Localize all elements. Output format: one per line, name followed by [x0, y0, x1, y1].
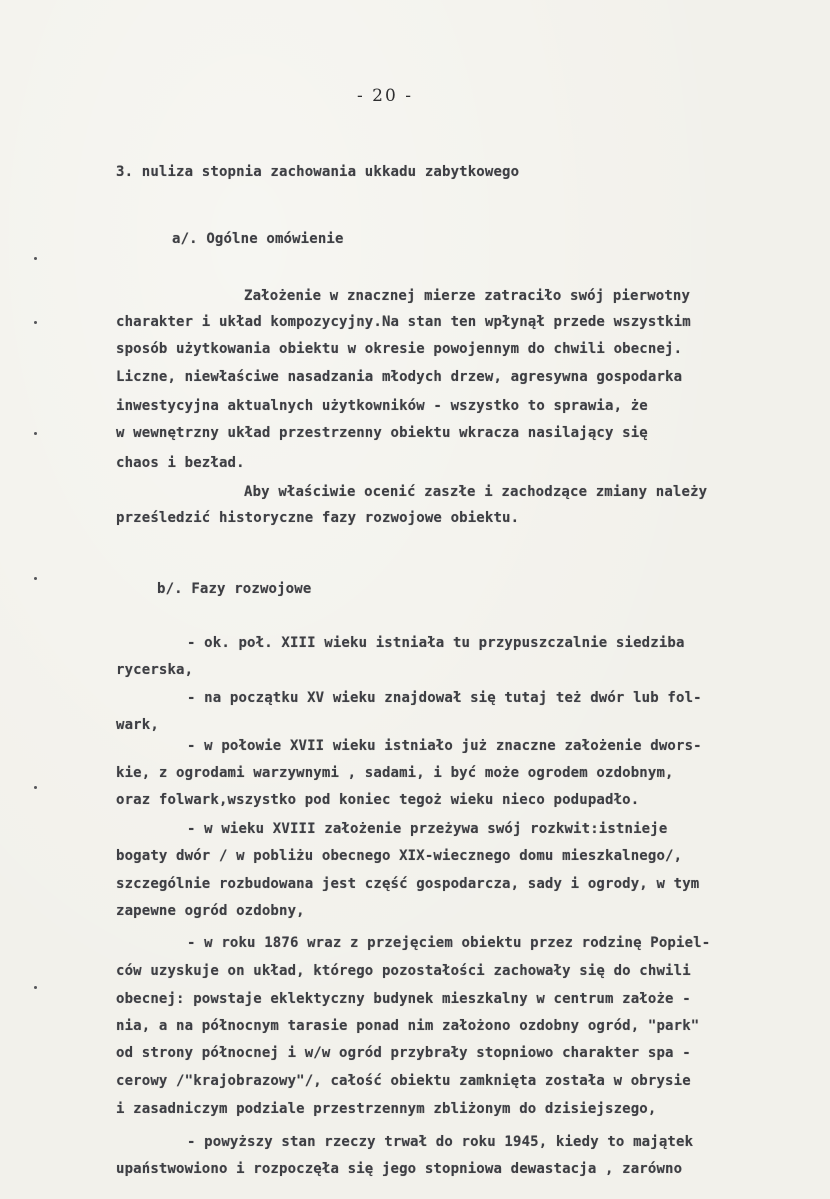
margin-mark — [34, 321, 37, 324]
list-item-line: i zasadniczym podziale przestrzennym zbliżonym do dzisiejszego, — [116, 1101, 657, 1117]
paragraph-line: Założenie w znacznej mierze zatraciło swój pierwotny — [244, 288, 691, 304]
list-item-line: - w połowie XVII wieku istniało już znaczne założenie dwors- — [187, 738, 702, 754]
list-item-line: - ok. poł. XIII wieku istniała tu przypuszczalnie siedziba — [187, 635, 685, 651]
list-item-line: obecnej: powstaje eklektyczny budynek mieszkalny w centrum założe - — [116, 991, 691, 1007]
margin-mark — [34, 257, 37, 260]
list-item-line: bogaty dwór / w pobliżu obecnego XIX-wiecznego domu mieszkalnego/, — [116, 848, 683, 864]
subsection-heading-a: a/. Ogólne omówienie — [172, 231, 344, 247]
page-number: - 20 - — [357, 86, 413, 106]
list-item-line: - powyższy stan rzeczy trwał do roku 1945, kiedy to majątek — [187, 1134, 694, 1150]
list-item-line: kie, z ogrodami warzywnymi , sadami, i być może ogrodem ozdobnym, — [116, 765, 674, 781]
margin-mark — [34, 986, 37, 989]
margin-mark — [34, 432, 37, 435]
list-item-line: - w roku 1876 wraz z przejęciem obiektu przez rodzinę Popiel- — [187, 935, 711, 951]
paragraph-line: Aby właściwie ocenić zaszłe i zachodzące zmiany należy — [244, 484, 708, 500]
paragraph-line: charakter i układ kompozycyjny.Na stan ten wpłynął przede wszystkim — [116, 314, 691, 330]
list-item-line: szczególnie rozbudowana jest część gospodarcza, sady i ogrody, w tym — [116, 876, 700, 892]
section-heading: 3. nuliza stopnia zachowania ukkadu zabytkowego — [116, 164, 520, 180]
paragraph-line: sposób użytkowania obiektu w okresie powojennym do chwili obecnej. — [116, 341, 683, 357]
list-item-line: od strony północnej i w/w ogród przybrały stopniowo charakter spa - — [116, 1045, 691, 1061]
paragraph-line: chaos i bezład. — [116, 455, 245, 471]
paragraph-line: w wewnętrzny układ przestrzenny obiektu wkracza nasilający się — [116, 425, 648, 441]
margin-mark — [34, 577, 37, 580]
list-item-line: cerowy /"krajobrazowy"/, całość obiektu zamknięta została w obrysie — [116, 1073, 691, 1089]
paragraph-line: inwestycyjna aktualnych użytkowników - wszystko to sprawia, że — [116, 398, 648, 414]
list-item-line: wark, — [116, 717, 159, 733]
margin-mark — [34, 786, 37, 789]
paragraph-line: Liczne, niewłaściwe nasadzania młodych drzew, agresywna gospodarka — [116, 369, 683, 385]
list-item-line: - w wieku XVIII założenie przeżywa swój rozkwit:istnieje — [187, 821, 668, 837]
list-item-line: upaństwowiono i rozpoczęła się jego stopniowa dewastacja , zarówno — [116, 1161, 683, 1177]
list-item-line: rycerska, — [116, 662, 194, 678]
list-item-line: ców uzyskuje on układ, którego pozostałości zachowały się do chwili — [116, 963, 691, 979]
list-item-line: oraz folwark,wszystko pod koniec tegoż wieku nieco podupadło. — [116, 792, 640, 808]
list-item-line: nia, a na północnym tarasie ponad nim założono ozdobny ogród, "park" — [116, 1018, 700, 1034]
list-item-line: zapewne ogród ozdobny, — [116, 903, 305, 919]
paragraph-line: prześledzić historyczne fazy rozwojowe obiektu. — [116, 510, 520, 526]
list-item-line: - na początku XV wieku znajdował się tutaj też dwór lub fol- — [187, 690, 702, 706]
subsection-heading-b: b/. Fazy rozwojowe — [157, 581, 312, 597]
